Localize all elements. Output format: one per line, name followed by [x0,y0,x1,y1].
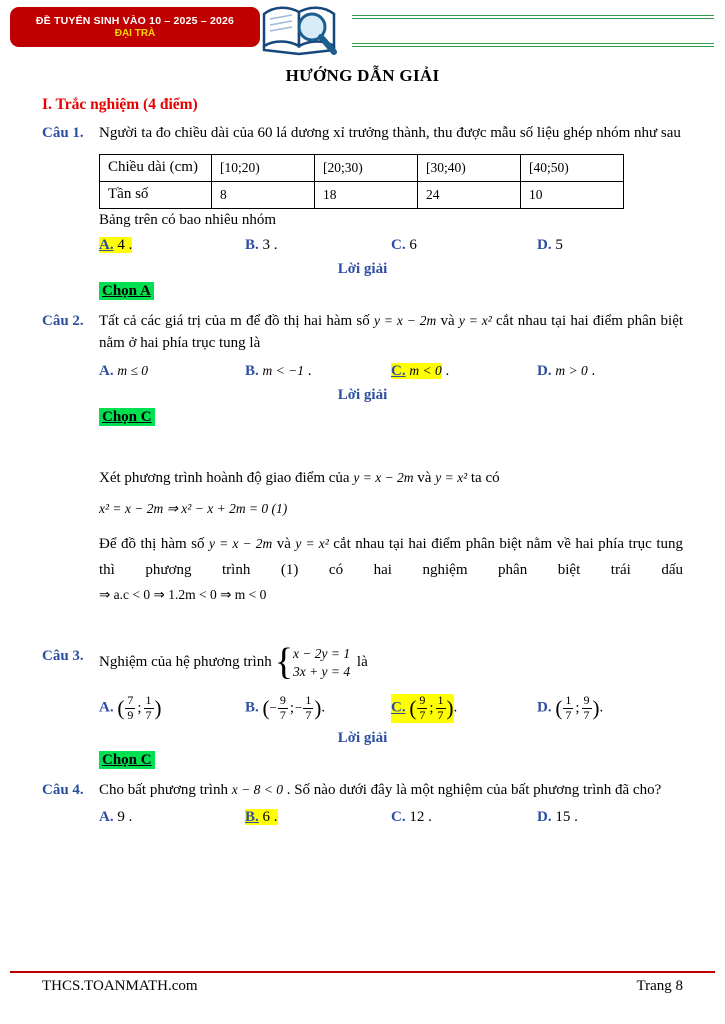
options-row-q3 [99,694,683,723]
question-1 [42,122,683,145]
option-letter: D. [537,699,552,716]
paren-close: ) [314,695,322,720]
math-expression: y = x² [458,312,492,328]
option-letter: C. [391,236,406,253]
option-letter: A. [99,362,114,379]
denominator: 7 [305,707,312,722]
question-4-text [99,779,683,802]
separator: ; [429,699,434,716]
option-value: 9 . [117,809,133,826]
paren-close: ) [592,695,600,720]
question-4 [42,779,683,802]
question-1-label: Câu 1. [42,125,84,141]
separator: ; [289,699,295,716]
solution-conclusion: ⇒ a.c < 0 ⇒ 1.2m < 0 ⇒ m < 0 [99,587,267,602]
options-row-q1 [99,237,683,254]
numerator: 1 [565,693,572,708]
book-magnifier-graphic [256,0,348,60]
option-letter: A. [99,699,114,716]
answer-row-q1 [99,283,683,300]
options-row-q2 [99,363,683,380]
text-fragment: Cho bất phương trình [99,781,228,798]
option-letter: D. [537,236,552,253]
footer-row [10,973,715,995]
equation-line: 3x + y = 4 [292,663,351,679]
option-suffix: . [453,699,458,716]
document-body [0,96,725,826]
denominator: 7 [565,707,572,722]
section-heading: I. Trắc nghiệm (4 điểm) [42,96,198,113]
fraction [144,694,154,723]
table-cell: 10 [521,181,624,208]
table-row-intervals [100,154,624,181]
question-2-text [99,310,683,355]
text-fragment: và [276,535,291,552]
paren-open: ( [555,695,563,720]
sign: − [295,700,303,716]
solution-heading: Lời giải [337,729,388,746]
table-cell: [10;20) [212,154,315,181]
option-value: 6 [409,236,417,253]
paren-close: ) [154,695,162,720]
question-3-text [99,641,683,684]
question-2-label: Câu 2. [42,312,84,329]
fraction [436,694,446,723]
option-a [99,237,245,254]
table-cell: [30;40) [418,154,521,181]
denominator: 7 [583,707,590,722]
table-cell: [20;30) [315,154,418,181]
numerator: 9 [419,693,426,708]
chosen-answer: Chọn A [99,282,154,300]
separator: ; [137,699,142,716]
option-suffix: . [599,699,604,716]
fraction [582,694,592,723]
paren-open: ( [409,695,417,720]
option-d [537,363,683,380]
option-suffix: . [445,362,450,379]
denominator: 7 [279,707,286,722]
fraction [278,694,288,723]
math-expression: x − 8 < 0 [231,781,283,797]
option-b [245,363,391,380]
option-b [245,694,391,723]
table-cell: Tần số [100,181,212,208]
solution-heading: Lời giải [337,260,388,277]
solution-step-1 [99,470,683,487]
text-fragment: ta có [470,469,500,486]
paren-open: ( [262,695,270,720]
text-fragment: Để đồ thị hàm số [99,535,205,552]
decorative-line-top [352,15,714,19]
ordered-pair [117,694,161,723]
text-fragment: Tất cả các giá trị của m để đồ thị hai hàm số [99,312,370,329]
math-expression: y = x² [295,535,329,551]
correct-answer-highlight [245,809,278,825]
chosen-answer: Chọn C [99,751,155,769]
solution-equation: x² = x − 2m ⇒ x² − x + 2m = 0 (1) [99,500,288,516]
option-value: 3 . [262,236,278,253]
fraction [563,694,573,723]
option-suffix: . [307,362,312,379]
option-letter: C. [391,809,406,826]
math-expression: y = x − 2m [374,312,437,328]
option-c [391,694,537,723]
option-value: 15 . [555,809,578,826]
exam-banner [10,7,260,47]
sign: − [269,700,277,716]
option-value: m < −1 [262,362,304,378]
fraction [125,694,135,723]
table-cell: [40;50) [521,154,624,181]
table-cell: 8 [212,181,315,208]
system-brace: { [274,641,293,684]
answer-row-q2 [99,409,683,426]
option-letter: D. [537,809,552,826]
text-fragment: Xét phương trình hoành độ giao điểm của [99,469,350,486]
option-c [391,363,537,380]
option-value: m > 0 [555,362,588,378]
text-fragment: cắt nhau tại hai điểm phân biệt nằm về hai phía trục tung thì phương trình (1) có hai nghiệm phân biệt trái dấu [99,535,683,578]
text-fragment: và [440,312,455,329]
answer-row-q3 [99,752,683,769]
ordered-pair [263,694,322,723]
frequency-table [99,154,624,209]
option-b [245,809,391,826]
question-2 [42,310,683,355]
option-d [537,809,683,826]
text-fragment: là [356,653,368,670]
numerator: 9 [583,693,590,708]
option-suffix: . [591,362,596,379]
table-cell: 24 [418,181,521,208]
system-equations [293,645,350,680]
correct-answer-highlight [391,363,442,379]
separator: ; [575,699,580,716]
footer-site: THCS.TOANMATH.com [42,978,198,994]
denominator: 7 [145,707,152,722]
option-letter: B. [245,699,259,716]
solution-heading: Lời giải [337,386,388,403]
banner-subtitle: ĐẠI TRÀ [114,28,156,39]
option-value: 12 . [409,809,432,826]
option-value: 4 . [117,236,133,253]
option-c [391,809,537,826]
question-1-text: Người ta đo chiều dài của 60 lá dương xỉ trưởng thành, thu được mẫu số liệu ghép nhóm như sau [99,125,681,141]
math-expression: y = x − 2m [209,535,273,551]
correct-answer-highlight [99,237,132,253]
book-magnifier-icon [256,0,348,60]
question-1-subquestion: Bảng trên có bao nhiêu nhóm [99,211,277,228]
options-row-q4 [99,809,683,826]
numerator: 1 [437,693,444,708]
equation-system [274,641,351,684]
denominator: 7 [419,707,426,722]
equation-line: x − 2y = 1 [292,646,351,661]
numerator: 7 [127,693,134,708]
text-fragment: cắt nhau tại hai điểm phân biệt nằm ở hai phía trục tung là [99,312,684,351]
text-fragment: và [417,469,432,486]
solution-step-2 [99,531,683,584]
denominator: 9 [127,707,134,722]
fraction [417,694,427,723]
banner-title: ĐỀ TUYỂN SINH VÀO 10 – 2025 – 2026 [35,15,235,27]
option-suffix: . [321,699,326,716]
footer-page-number: Trang 8 [636,978,683,994]
paren-open: ( [117,695,125,720]
paren-close: ) [446,695,454,720]
option-value: m < 0 [409,362,442,378]
ordered-pair [409,694,453,723]
table-row-frequencies [100,181,624,208]
text-fragment: Nghiệm của hệ phương trình [99,653,272,670]
page-footer [10,971,715,995]
option-letter: A. [99,236,114,253]
table-cell: 18 [315,181,418,208]
chosen-answer: Chọn C [99,408,155,426]
option-letter: B. [245,236,259,253]
page-title: HƯỚNG DẪN GIẢI [285,66,440,85]
numerator: 9 [279,693,286,708]
decorative-line-bottom [352,43,714,47]
table-cell: Chiều dài (cm) [100,154,212,181]
option-b [245,237,391,254]
option-letter: B. [245,362,259,379]
math-expression: y = x − 2m [353,469,414,485]
option-a [99,363,245,380]
option-d [537,694,683,723]
page-header [0,0,725,62]
option-a [99,694,245,723]
question-3-label: Câu 3. [42,648,84,664]
math-expression: y = x² [435,469,468,485]
numerator: 1 [145,693,152,708]
question-4-label: Câu 4. [42,781,84,798]
option-d [537,237,683,254]
denominator: 7 [437,707,444,722]
option-letter: D. [537,362,552,379]
option-letter: A. [99,809,114,826]
option-value: m ≤ 0 [117,362,149,378]
numerator: 1 [305,693,312,708]
option-value: 5 [555,236,563,253]
ordered-pair [555,694,599,723]
option-value: 6 . [262,809,278,826]
option-letter: C. [391,362,406,379]
text-fragment: . Số nào dưới đây là một nghiệm của bất phương trình đã cho? [286,781,662,798]
option-c [391,237,537,254]
correct-answer-highlight [391,694,454,723]
fraction [303,694,313,723]
option-a [99,809,245,826]
question-3 [42,641,683,684]
option-letter: C. [391,699,406,716]
option-letter: B. [245,809,259,826]
